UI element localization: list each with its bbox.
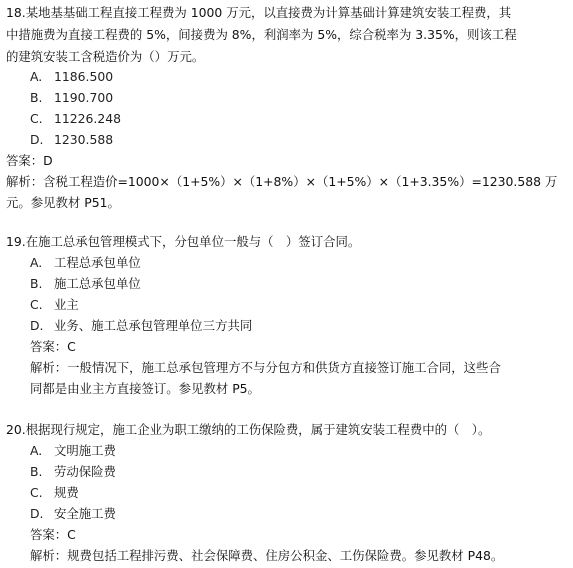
q19-option-a — [30, 253, 141, 273]
option-text: 劳动保险费 — [54, 464, 116, 479]
option-letter: D. — [30, 132, 44, 147]
q18-option-b — [30, 88, 113, 108]
q20-option-b — [30, 462, 116, 482]
q20-option-c — [30, 483, 79, 503]
option-letter: D. — [30, 318, 44, 333]
option-letter: C. — [30, 297, 43, 312]
q19-option-c — [30, 295, 79, 315]
option-letter: A. — [30, 255, 43, 270]
option-text: 文明施工费 — [54, 443, 116, 458]
option-text: 1186.500 — [54, 69, 114, 84]
q18-analysis-line2: 元。参见教材 P51。 — [6, 195, 120, 210]
option-letter: B. — [30, 464, 43, 479]
q18-stem-line2: 中措施费为直接工程费的 5%，间接费为 8%，利润率为 5%，综合税率为 3.35%，则该工程 — [6, 27, 517, 42]
q18-analysis-line1: 解析：含税工程造价=1000×（1+5%）×（1+8%）×（1+5%）×（1+3.35%）=1230.588 万 — [6, 174, 558, 189]
option-letter: B. — [30, 276, 43, 291]
q19-analysis-line2: 同都是由业主方直接签订。参见教材 P5。 — [30, 381, 260, 396]
q18-stem-line1: 18.某地基基础工程直接工程费为 1000 万元，以直接费为计算基础计算建筑安装工程费，其 — [6, 5, 512, 20]
option-text: 施工总承包单位 — [54, 276, 141, 291]
q19-answer: 答案：C — [30, 339, 76, 354]
q20-stem: 20.根据现行规定，施工企业为职工缴纳的工伤保险费，属于建筑安装工程费中的（ ）。 — [6, 422, 491, 437]
q20-analysis: 解析：规费包括工程排污费、社会保障费、住房公积金、工伤保险费。参见教材 P48。 — [30, 548, 504, 563]
option-letter: C. — [30, 111, 43, 126]
q19-option-d — [30, 316, 252, 336]
option-text: 业务、施工总承包管理单位三方共同 — [54, 318, 253, 333]
q18-option-d — [30, 130, 113, 150]
q18-answer: 答案：D — [6, 153, 53, 168]
option-letter: B. — [30, 90, 43, 105]
q18-stem-line3: 的建筑安装工含税造价为（）万元。 — [6, 49, 205, 64]
q19-analysis-line1: 解析：一般情况下，施工总承包管理方不与分包方和供货方直接签订施工合同，这些合 — [30, 360, 501, 375]
option-text: 规费 — [54, 485, 79, 500]
option-letter: A. — [30, 69, 43, 84]
q20-option-a — [30, 441, 116, 461]
option-letter: C. — [30, 485, 43, 500]
option-text: 安全施工费 — [54, 506, 116, 521]
option-text: 11226.248 — [54, 111, 122, 126]
q19-option-b — [30, 274, 141, 294]
q20-answer: 答案：C — [30, 527, 76, 542]
q18-option-a — [30, 67, 113, 87]
q18-option-c — [30, 109, 121, 129]
option-text: 业主 — [54, 297, 79, 312]
option-letter: A. — [30, 443, 43, 458]
option-text: 1230.588 — [54, 132, 114, 147]
option-text: 1190.700 — [54, 90, 114, 105]
q19-stem: 19.在施工总承包管理模式下，分包单位一般与（ ）签订合同。 — [6, 234, 361, 249]
q20-option-d — [30, 504, 116, 524]
option-text: 工程总承包单位 — [54, 255, 141, 270]
option-letter: D. — [30, 506, 44, 521]
